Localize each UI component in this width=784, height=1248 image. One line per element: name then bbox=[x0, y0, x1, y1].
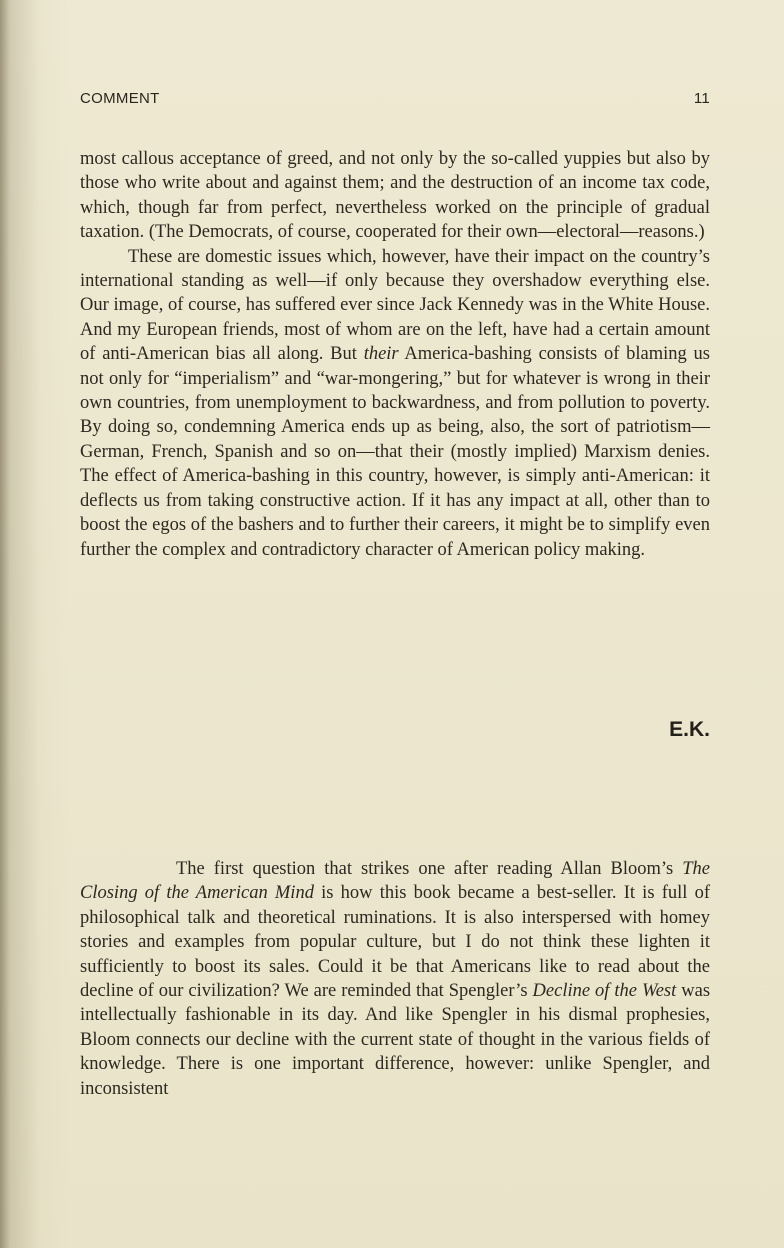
paragraph-2-text-b: America-bashing consists of blaming us not only for “imperialism” and “war-mongering,” but for whatever is wrong in their own countries, from unemployment to backwardness, and from pollution to poverty. By doing so, condemning America ends up as being, also, the sort of patriotism—German, French, Spanish and so on—that their (mostly implied) Marxism denies. The effect of America-bashing in this country, however, is simply anti-American: it deflects us from taking constructive action. If it has any impact at all, other than to boost the egos of the bashers and to further their careers, it might be to simplify even further the complex and contradictory character of American policy making. bbox=[80, 344, 710, 560]
paragraph-2-text-a: These are domestic issues which, however, have their impact on the country’s international standing as well—if only because they overshadow everything else. Our image, of course, has suffered ever since Jack Kennedy was in the White House. And my European friends, most of whom are on the left, have had a certain amount of anti-American bias all along. But bbox=[80, 246, 710, 365]
emphasis-their: their bbox=[363, 344, 399, 365]
paragraph-3-text-c: was intellectually fashionable in its day. And like Spengler in his dismal prophesies, Bloom connects our decline with the current state of thought in the various fields of knowledge. There is one important difference, however: unlike Spengler, and inconsistent bbox=[80, 981, 711, 1099]
book-title-closing: The Closing of the American Mind bbox=[80, 859, 710, 904]
book-title-decline: Decline of the West bbox=[532, 981, 677, 1002]
paragraph-2 bbox=[80, 245, 710, 562]
paragraph-3-text-b: is how this book became a best-seller. It is full of philosophical talk and theoretical ruminations. It is also interspersed with homey stories and examples from popular culture, but I do not think these lighten it sufficiently to boost its sales. Could it be that Americans like to read about the decline of our civilization? We are reminded that Spengler’s bbox=[80, 883, 710, 1002]
running-head: COMMENT bbox=[80, 90, 160, 107]
paragraph-3 bbox=[80, 857, 710, 1101]
page-number: 11 bbox=[693, 90, 710, 107]
author-signature: E.K. bbox=[669, 718, 710, 741]
comment-section bbox=[80, 147, 710, 562]
paragraph-1: most callous acceptance of greed, and not only by the so-called yuppies but also by those who write about and against them; and the destruction of an income tax code, which, though far from perfect, nevertheless worked on the principle of gradual taxation. (The Democrats, of course, cooperated for their own—electoral—reasons.) bbox=[80, 149, 710, 243]
page-header bbox=[80, 90, 710, 110]
review-section bbox=[80, 857, 710, 1101]
paragraph-3-text-a: The first question that strikes one after reading Allan Bloom’s bbox=[176, 859, 683, 879]
